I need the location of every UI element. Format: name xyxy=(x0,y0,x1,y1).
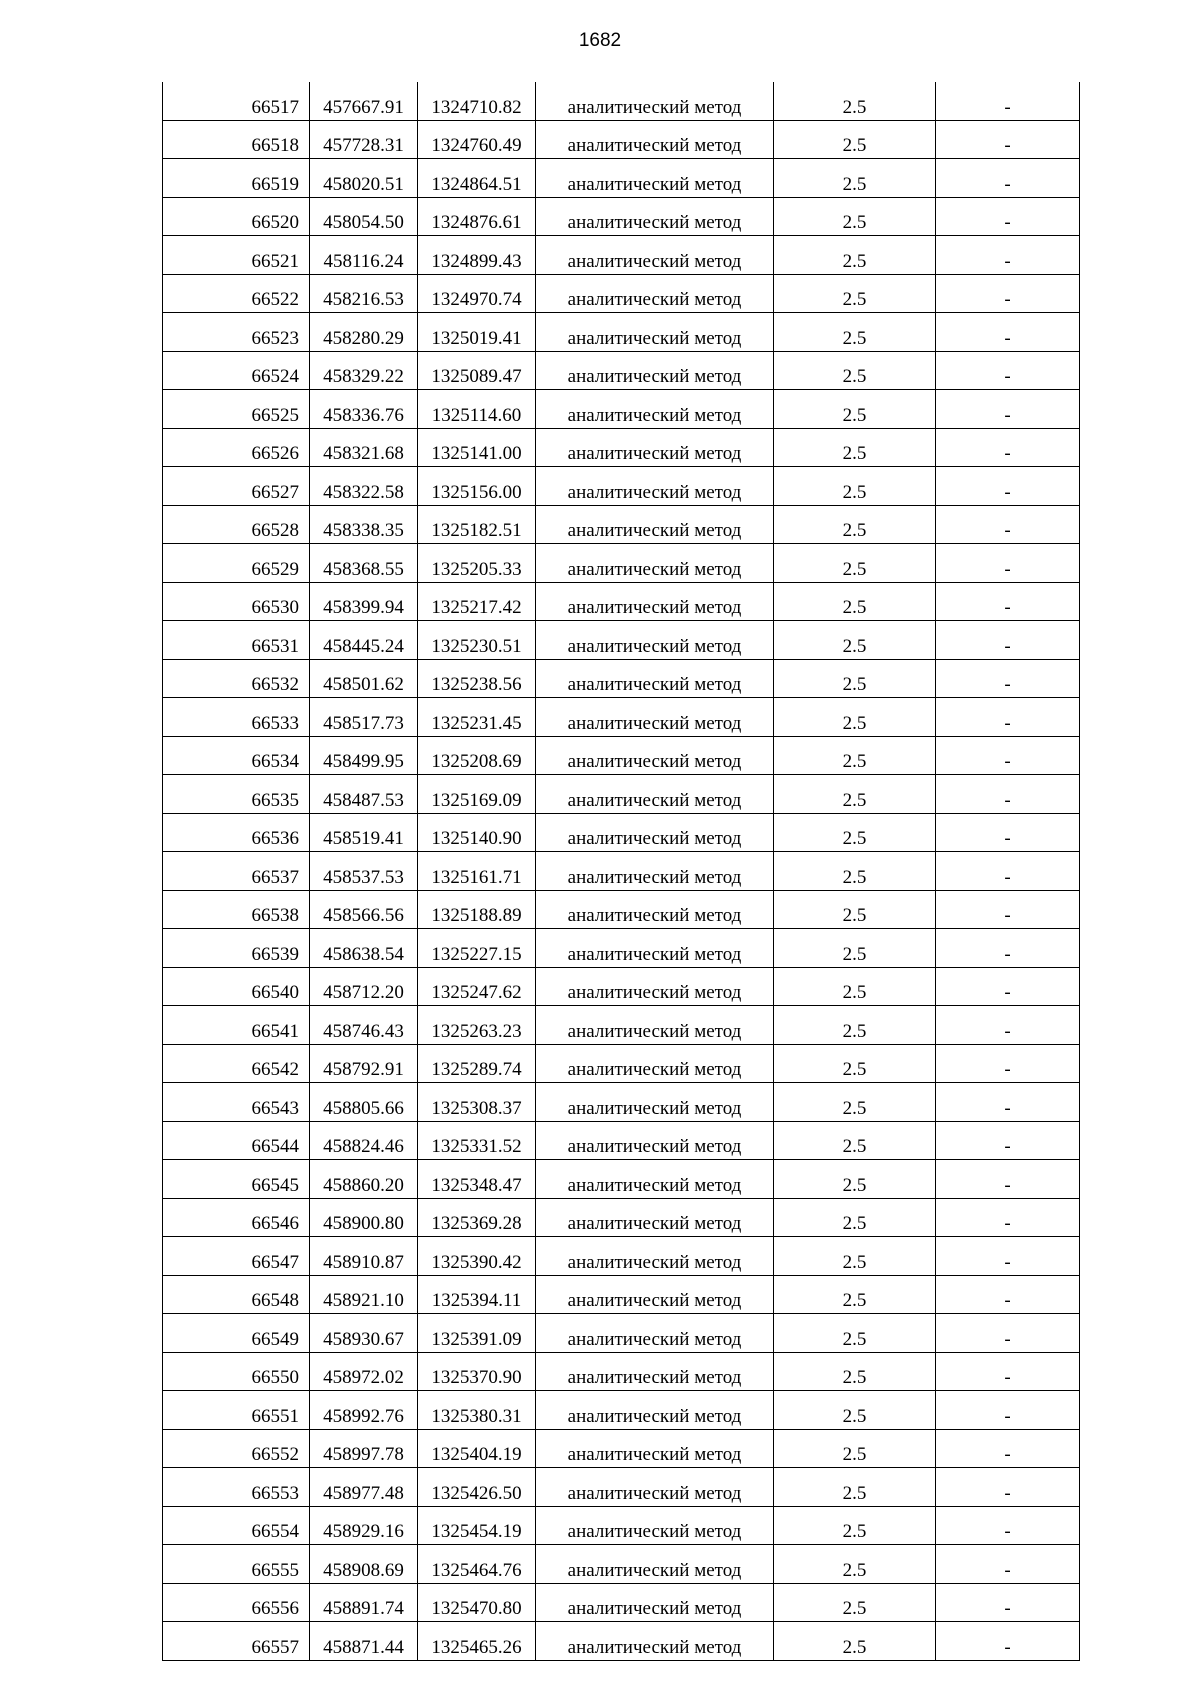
table-row xyxy=(163,1583,1080,1622)
description-cell: - xyxy=(936,582,1080,621)
point-number-cell: 66523 xyxy=(163,313,310,352)
y-coordinate-cell: 1325470.80 xyxy=(418,1583,536,1622)
y-coordinate-cell: 1325454.19 xyxy=(418,1506,536,1545)
description-cell: - xyxy=(936,1506,1080,1545)
accuracy-cell: 2.5 xyxy=(774,1352,936,1391)
x-coordinate-cell: 458910.87 xyxy=(310,1237,418,1276)
point-number-cell: 66556 xyxy=(163,1583,310,1622)
x-coordinate-cell: 458499.95 xyxy=(310,736,418,775)
point-number-cell: 66517 xyxy=(163,82,310,120)
table-row xyxy=(163,582,1080,621)
accuracy-cell: 2.5 xyxy=(774,698,936,737)
table-row xyxy=(163,120,1080,159)
table-row xyxy=(163,1314,1080,1353)
y-coordinate-cell: 1325205.33 xyxy=(418,544,536,583)
table-row xyxy=(163,890,1080,929)
method-cell: аналитический метод xyxy=(536,1237,774,1276)
point-number-cell: 66532 xyxy=(163,659,310,698)
method-cell: аналитический метод xyxy=(536,351,774,390)
table-row xyxy=(163,159,1080,198)
y-coordinate-cell: 1325391.09 xyxy=(418,1314,536,1353)
table-row xyxy=(163,1121,1080,1160)
description-cell: - xyxy=(936,313,1080,352)
accuracy-cell: 2.5 xyxy=(774,1391,936,1430)
description-cell: - xyxy=(936,1429,1080,1468)
description-cell: - xyxy=(936,1545,1080,1584)
accuracy-cell: 2.5 xyxy=(774,159,936,198)
point-number-cell: 66549 xyxy=(163,1314,310,1353)
x-coordinate-cell: 458329.22 xyxy=(310,351,418,390)
accuracy-cell: 2.5 xyxy=(774,813,936,852)
table-row xyxy=(163,197,1080,236)
method-cell: аналитический метод xyxy=(536,852,774,891)
method-cell: аналитический метод xyxy=(536,236,774,275)
accuracy-cell: 2.5 xyxy=(774,1583,936,1622)
method-cell: аналитический метод xyxy=(536,390,774,429)
description-cell: - xyxy=(936,544,1080,583)
accuracy-cell: 2.5 xyxy=(774,1198,936,1237)
x-coordinate-cell: 458908.69 xyxy=(310,1545,418,1584)
accuracy-cell: 2.5 xyxy=(774,274,936,313)
y-coordinate-cell: 1325161.71 xyxy=(418,852,536,891)
y-coordinate-cell: 1325114.60 xyxy=(418,390,536,429)
description-cell: - xyxy=(936,967,1080,1006)
table-row xyxy=(163,659,1080,698)
point-number-cell: 66519 xyxy=(163,159,310,198)
description-cell: - xyxy=(936,775,1080,814)
description-cell: - xyxy=(936,1314,1080,1353)
x-coordinate-cell: 458805.66 xyxy=(310,1083,418,1122)
point-number-cell: 66557 xyxy=(163,1622,310,1661)
method-cell: аналитический метод xyxy=(536,197,774,236)
accuracy-cell: 2.5 xyxy=(774,1314,936,1353)
accuracy-cell: 2.5 xyxy=(774,890,936,929)
y-coordinate-cell: 1325089.47 xyxy=(418,351,536,390)
table-row xyxy=(163,351,1080,390)
x-coordinate-cell: 458368.55 xyxy=(310,544,418,583)
x-coordinate-cell: 458871.44 xyxy=(310,1622,418,1661)
accuracy-cell: 2.5 xyxy=(774,1468,936,1507)
y-coordinate-cell: 1325227.15 xyxy=(418,929,536,968)
accuracy-cell: 2.5 xyxy=(774,1160,936,1199)
accuracy-cell: 2.5 xyxy=(774,390,936,429)
accuracy-cell: 2.5 xyxy=(774,1044,936,1083)
y-coordinate-cell: 1325404.19 xyxy=(418,1429,536,1468)
x-coordinate-cell: 458977.48 xyxy=(310,1468,418,1507)
table-row xyxy=(163,82,1080,120)
description-cell: - xyxy=(936,698,1080,737)
y-coordinate-cell: 1325156.00 xyxy=(418,467,536,506)
description-cell: - xyxy=(936,467,1080,506)
description-cell: - xyxy=(936,1391,1080,1430)
method-cell: аналитический метод xyxy=(536,505,774,544)
table-row xyxy=(163,544,1080,583)
method-cell: аналитический метод xyxy=(536,1275,774,1314)
x-coordinate-cell: 458712.20 xyxy=(310,967,418,1006)
y-coordinate-cell: 1324864.51 xyxy=(418,159,536,198)
description-cell: - xyxy=(936,736,1080,775)
accuracy-cell: 2.5 xyxy=(774,544,936,583)
point-number-cell: 66518 xyxy=(163,120,310,159)
method-cell: аналитический метод xyxy=(536,929,774,968)
point-number-cell: 66526 xyxy=(163,428,310,467)
description-cell: - xyxy=(936,1237,1080,1276)
y-coordinate-cell: 1325231.45 xyxy=(418,698,536,737)
accuracy-cell: 2.5 xyxy=(774,1275,936,1314)
method-cell: аналитический метод xyxy=(536,1083,774,1122)
y-coordinate-cell: 1325380.31 xyxy=(418,1391,536,1430)
table-row xyxy=(163,698,1080,737)
y-coordinate-cell: 1325308.37 xyxy=(418,1083,536,1122)
y-coordinate-cell: 1325289.74 xyxy=(418,1044,536,1083)
x-coordinate-cell: 458280.29 xyxy=(310,313,418,352)
y-coordinate-cell: 1325019.41 xyxy=(418,313,536,352)
point-number-cell: 66547 xyxy=(163,1237,310,1276)
method-cell: аналитический метод xyxy=(536,1545,774,1584)
point-number-cell: 66528 xyxy=(163,505,310,544)
y-coordinate-cell: 1325370.90 xyxy=(418,1352,536,1391)
x-coordinate-cell: 458537.53 xyxy=(310,852,418,891)
x-coordinate-cell: 458487.53 xyxy=(310,775,418,814)
x-coordinate-cell: 457728.31 xyxy=(310,120,418,159)
description-cell: - xyxy=(936,813,1080,852)
x-coordinate-cell: 458517.73 xyxy=(310,698,418,737)
point-number-cell: 66538 xyxy=(163,890,310,929)
accuracy-cell: 2.5 xyxy=(774,197,936,236)
table-row xyxy=(163,1044,1080,1083)
coordinates-table xyxy=(162,82,1080,1661)
y-coordinate-cell: 1324970.74 xyxy=(418,274,536,313)
description-cell: - xyxy=(936,120,1080,159)
method-cell: аналитический метод xyxy=(536,1429,774,1468)
point-number-cell: 66545 xyxy=(163,1160,310,1199)
table-row xyxy=(163,390,1080,429)
description-cell: - xyxy=(936,621,1080,660)
table-row xyxy=(163,1506,1080,1545)
table-row xyxy=(163,236,1080,275)
method-cell: аналитический метод xyxy=(536,813,774,852)
point-number-cell: 66542 xyxy=(163,1044,310,1083)
method-cell: аналитический метод xyxy=(536,120,774,159)
description-cell: - xyxy=(936,428,1080,467)
description-cell: - xyxy=(936,890,1080,929)
y-coordinate-cell: 1325348.47 xyxy=(418,1160,536,1199)
point-number-cell: 66527 xyxy=(163,467,310,506)
method-cell: аналитический метод xyxy=(536,1622,774,1661)
x-coordinate-cell: 458972.02 xyxy=(310,1352,418,1391)
description-cell: - xyxy=(936,1583,1080,1622)
point-number-cell: 66537 xyxy=(163,852,310,891)
table-row xyxy=(163,967,1080,1006)
description-cell: - xyxy=(936,351,1080,390)
x-coordinate-cell: 458336.76 xyxy=(310,390,418,429)
point-number-cell: 66522 xyxy=(163,274,310,313)
description-cell: - xyxy=(936,197,1080,236)
x-coordinate-cell: 458321.68 xyxy=(310,428,418,467)
y-coordinate-cell: 1325182.51 xyxy=(418,505,536,544)
x-coordinate-cell: 458020.51 xyxy=(310,159,418,198)
accuracy-cell: 2.5 xyxy=(774,467,936,506)
table-row xyxy=(163,1083,1080,1122)
point-number-cell: 66555 xyxy=(163,1545,310,1584)
description-cell: - xyxy=(936,852,1080,891)
accuracy-cell: 2.5 xyxy=(774,428,936,467)
x-coordinate-cell: 458930.67 xyxy=(310,1314,418,1353)
coordinates-table-body xyxy=(163,82,1080,1660)
point-number-cell: 66540 xyxy=(163,967,310,1006)
x-coordinate-cell: 458445.24 xyxy=(310,621,418,660)
description-cell: - xyxy=(936,1083,1080,1122)
point-number-cell: 66553 xyxy=(163,1468,310,1507)
description-cell: - xyxy=(936,1121,1080,1160)
x-coordinate-cell: 458638.54 xyxy=(310,929,418,968)
table-row xyxy=(163,621,1080,660)
table-row xyxy=(163,1545,1080,1584)
table-row xyxy=(163,1275,1080,1314)
description-cell: - xyxy=(936,390,1080,429)
method-cell: аналитический метод xyxy=(536,1391,774,1430)
description-cell: - xyxy=(936,274,1080,313)
accuracy-cell: 2.5 xyxy=(774,929,936,968)
description-cell: - xyxy=(936,159,1080,198)
x-coordinate-cell: 458891.74 xyxy=(310,1583,418,1622)
description-cell: - xyxy=(936,82,1080,120)
method-cell: аналитический метод xyxy=(536,1583,774,1622)
y-coordinate-cell: 1324876.61 xyxy=(418,197,536,236)
accuracy-cell: 2.5 xyxy=(774,659,936,698)
accuracy-cell: 2.5 xyxy=(774,351,936,390)
y-coordinate-cell: 1325464.76 xyxy=(418,1545,536,1584)
accuracy-cell: 2.5 xyxy=(774,1083,936,1122)
accuracy-cell: 2.5 xyxy=(774,736,936,775)
x-coordinate-cell: 458116.24 xyxy=(310,236,418,275)
accuracy-cell: 2.5 xyxy=(774,1429,936,1468)
method-cell: аналитический метод xyxy=(536,621,774,660)
x-coordinate-cell: 458921.10 xyxy=(310,1275,418,1314)
accuracy-cell: 2.5 xyxy=(774,775,936,814)
point-number-cell: 66533 xyxy=(163,698,310,737)
point-number-cell: 66531 xyxy=(163,621,310,660)
y-coordinate-cell: 1325369.28 xyxy=(418,1198,536,1237)
point-number-cell: 66534 xyxy=(163,736,310,775)
table-row xyxy=(163,428,1080,467)
y-coordinate-cell: 1325465.26 xyxy=(418,1622,536,1661)
point-number-cell: 66529 xyxy=(163,544,310,583)
description-cell: - xyxy=(936,505,1080,544)
accuracy-cell: 2.5 xyxy=(774,236,936,275)
point-number-cell: 66520 xyxy=(163,197,310,236)
description-cell: - xyxy=(936,236,1080,275)
x-coordinate-cell: 458746.43 xyxy=(310,1006,418,1045)
method-cell: аналитический метод xyxy=(536,1006,774,1045)
accuracy-cell: 2.5 xyxy=(774,313,936,352)
table-row xyxy=(163,1160,1080,1199)
description-cell: - xyxy=(936,1044,1080,1083)
x-coordinate-cell: 458338.35 xyxy=(310,505,418,544)
description-cell: - xyxy=(936,1006,1080,1045)
table-row xyxy=(163,775,1080,814)
point-number-cell: 66539 xyxy=(163,929,310,968)
accuracy-cell: 2.5 xyxy=(774,1121,936,1160)
method-cell: аналитический метод xyxy=(536,544,774,583)
point-number-cell: 66535 xyxy=(163,775,310,814)
x-coordinate-cell: 457667.91 xyxy=(310,82,418,120)
table-row xyxy=(163,467,1080,506)
accuracy-cell: 2.5 xyxy=(774,621,936,660)
description-cell: - xyxy=(936,1622,1080,1661)
point-number-cell: 66543 xyxy=(163,1083,310,1122)
y-coordinate-cell: 1325238.56 xyxy=(418,659,536,698)
point-number-cell: 66536 xyxy=(163,813,310,852)
point-number-cell: 66541 xyxy=(163,1006,310,1045)
method-cell: аналитический метод xyxy=(536,698,774,737)
accuracy-cell: 2.5 xyxy=(774,82,936,120)
table-row xyxy=(163,1198,1080,1237)
table-row xyxy=(163,505,1080,544)
x-coordinate-cell: 458322.58 xyxy=(310,467,418,506)
accuracy-cell: 2.5 xyxy=(774,967,936,1006)
table-row xyxy=(163,274,1080,313)
y-coordinate-cell: 1325230.51 xyxy=(418,621,536,660)
method-cell: аналитический метод xyxy=(536,582,774,621)
point-number-cell: 66554 xyxy=(163,1506,310,1545)
x-coordinate-cell: 458900.80 xyxy=(310,1198,418,1237)
point-number-cell: 66546 xyxy=(163,1198,310,1237)
method-cell: аналитический метод xyxy=(536,274,774,313)
description-cell: - xyxy=(936,1468,1080,1507)
accuracy-cell: 2.5 xyxy=(774,1237,936,1276)
table-row xyxy=(163,1006,1080,1045)
x-coordinate-cell: 458929.16 xyxy=(310,1506,418,1545)
point-number-cell: 66552 xyxy=(163,1429,310,1468)
y-coordinate-cell: 1325188.89 xyxy=(418,890,536,929)
method-cell: аналитический метод xyxy=(536,1044,774,1083)
x-coordinate-cell: 458824.46 xyxy=(310,1121,418,1160)
x-coordinate-cell: 458860.20 xyxy=(310,1160,418,1199)
table-row xyxy=(163,1622,1080,1661)
coordinates-table-container xyxy=(162,82,1080,1661)
point-number-cell: 66521 xyxy=(163,236,310,275)
method-cell: аналитический метод xyxy=(536,775,774,814)
accuracy-cell: 2.5 xyxy=(774,505,936,544)
method-cell: аналитический метод xyxy=(536,659,774,698)
x-coordinate-cell: 458399.94 xyxy=(310,582,418,621)
point-number-cell: 66544 xyxy=(163,1121,310,1160)
method-cell: аналитический метод xyxy=(536,467,774,506)
page-number: 1682 xyxy=(578,30,622,51)
method-cell: аналитический метод xyxy=(536,428,774,467)
description-cell: - xyxy=(936,1198,1080,1237)
y-coordinate-cell: 1324760.49 xyxy=(418,120,536,159)
table-row xyxy=(163,852,1080,891)
accuracy-cell: 2.5 xyxy=(774,1506,936,1545)
method-cell: аналитический метод xyxy=(536,1468,774,1507)
table-row xyxy=(163,929,1080,968)
point-number-cell: 66530 xyxy=(163,582,310,621)
x-coordinate-cell: 458054.50 xyxy=(310,197,418,236)
method-cell: аналитический метод xyxy=(536,1160,774,1199)
x-coordinate-cell: 458792.91 xyxy=(310,1044,418,1083)
accuracy-cell: 2.5 xyxy=(774,1545,936,1584)
description-cell: - xyxy=(936,1352,1080,1391)
description-cell: - xyxy=(936,1160,1080,1199)
table-row xyxy=(163,813,1080,852)
table-row xyxy=(163,1237,1080,1276)
description-cell: - xyxy=(936,1275,1080,1314)
method-cell: аналитический метод xyxy=(536,967,774,1006)
point-number-cell: 66551 xyxy=(163,1391,310,1430)
method-cell: аналитический метод xyxy=(536,1121,774,1160)
method-cell: аналитический метод xyxy=(536,82,774,120)
table-row xyxy=(163,1352,1080,1391)
table-row xyxy=(163,313,1080,352)
method-cell: аналитический метод xyxy=(536,1314,774,1353)
point-number-cell: 66548 xyxy=(163,1275,310,1314)
y-coordinate-cell: 1325140.90 xyxy=(418,813,536,852)
description-cell: - xyxy=(936,929,1080,968)
method-cell: аналитический метод xyxy=(536,736,774,775)
point-number-cell: 66550 xyxy=(163,1352,310,1391)
accuracy-cell: 2.5 xyxy=(774,852,936,891)
method-cell: аналитический метод xyxy=(536,890,774,929)
x-coordinate-cell: 458566.56 xyxy=(310,890,418,929)
y-coordinate-cell: 1325247.62 xyxy=(418,967,536,1006)
y-coordinate-cell: 1324710.82 xyxy=(418,82,536,120)
y-coordinate-cell: 1324899.43 xyxy=(418,236,536,275)
method-cell: аналитический метод xyxy=(536,1352,774,1391)
y-coordinate-cell: 1325390.42 xyxy=(418,1237,536,1276)
description-cell: - xyxy=(936,659,1080,698)
y-coordinate-cell: 1325331.52 xyxy=(418,1121,536,1160)
y-coordinate-cell: 1325263.23 xyxy=(418,1006,536,1045)
x-coordinate-cell: 458992.76 xyxy=(310,1391,418,1430)
accuracy-cell: 2.5 xyxy=(774,1006,936,1045)
y-coordinate-cell: 1325208.69 xyxy=(418,736,536,775)
y-coordinate-cell: 1325141.00 xyxy=(418,428,536,467)
method-cell: аналитический метод xyxy=(536,1506,774,1545)
table-row xyxy=(163,1468,1080,1507)
table-row xyxy=(163,1391,1080,1430)
point-number-cell: 66525 xyxy=(163,390,310,429)
method-cell: аналитический метод xyxy=(536,313,774,352)
y-coordinate-cell: 1325169.09 xyxy=(418,775,536,814)
y-coordinate-cell: 1325217.42 xyxy=(418,582,536,621)
x-coordinate-cell: 458519.41 xyxy=(310,813,418,852)
method-cell: аналитический метод xyxy=(536,1198,774,1237)
y-coordinate-cell: 1325426.50 xyxy=(418,1468,536,1507)
accuracy-cell: 2.5 xyxy=(774,582,936,621)
point-number-cell: 66524 xyxy=(163,351,310,390)
method-cell: аналитический метод xyxy=(536,159,774,198)
y-coordinate-cell: 1325394.11 xyxy=(418,1275,536,1314)
table-row xyxy=(163,1429,1080,1468)
accuracy-cell: 2.5 xyxy=(774,120,936,159)
x-coordinate-cell: 458997.78 xyxy=(310,1429,418,1468)
x-coordinate-cell: 458501.62 xyxy=(310,659,418,698)
x-coordinate-cell: 458216.53 xyxy=(310,274,418,313)
accuracy-cell: 2.5 xyxy=(774,1622,936,1661)
table-row xyxy=(163,736,1080,775)
